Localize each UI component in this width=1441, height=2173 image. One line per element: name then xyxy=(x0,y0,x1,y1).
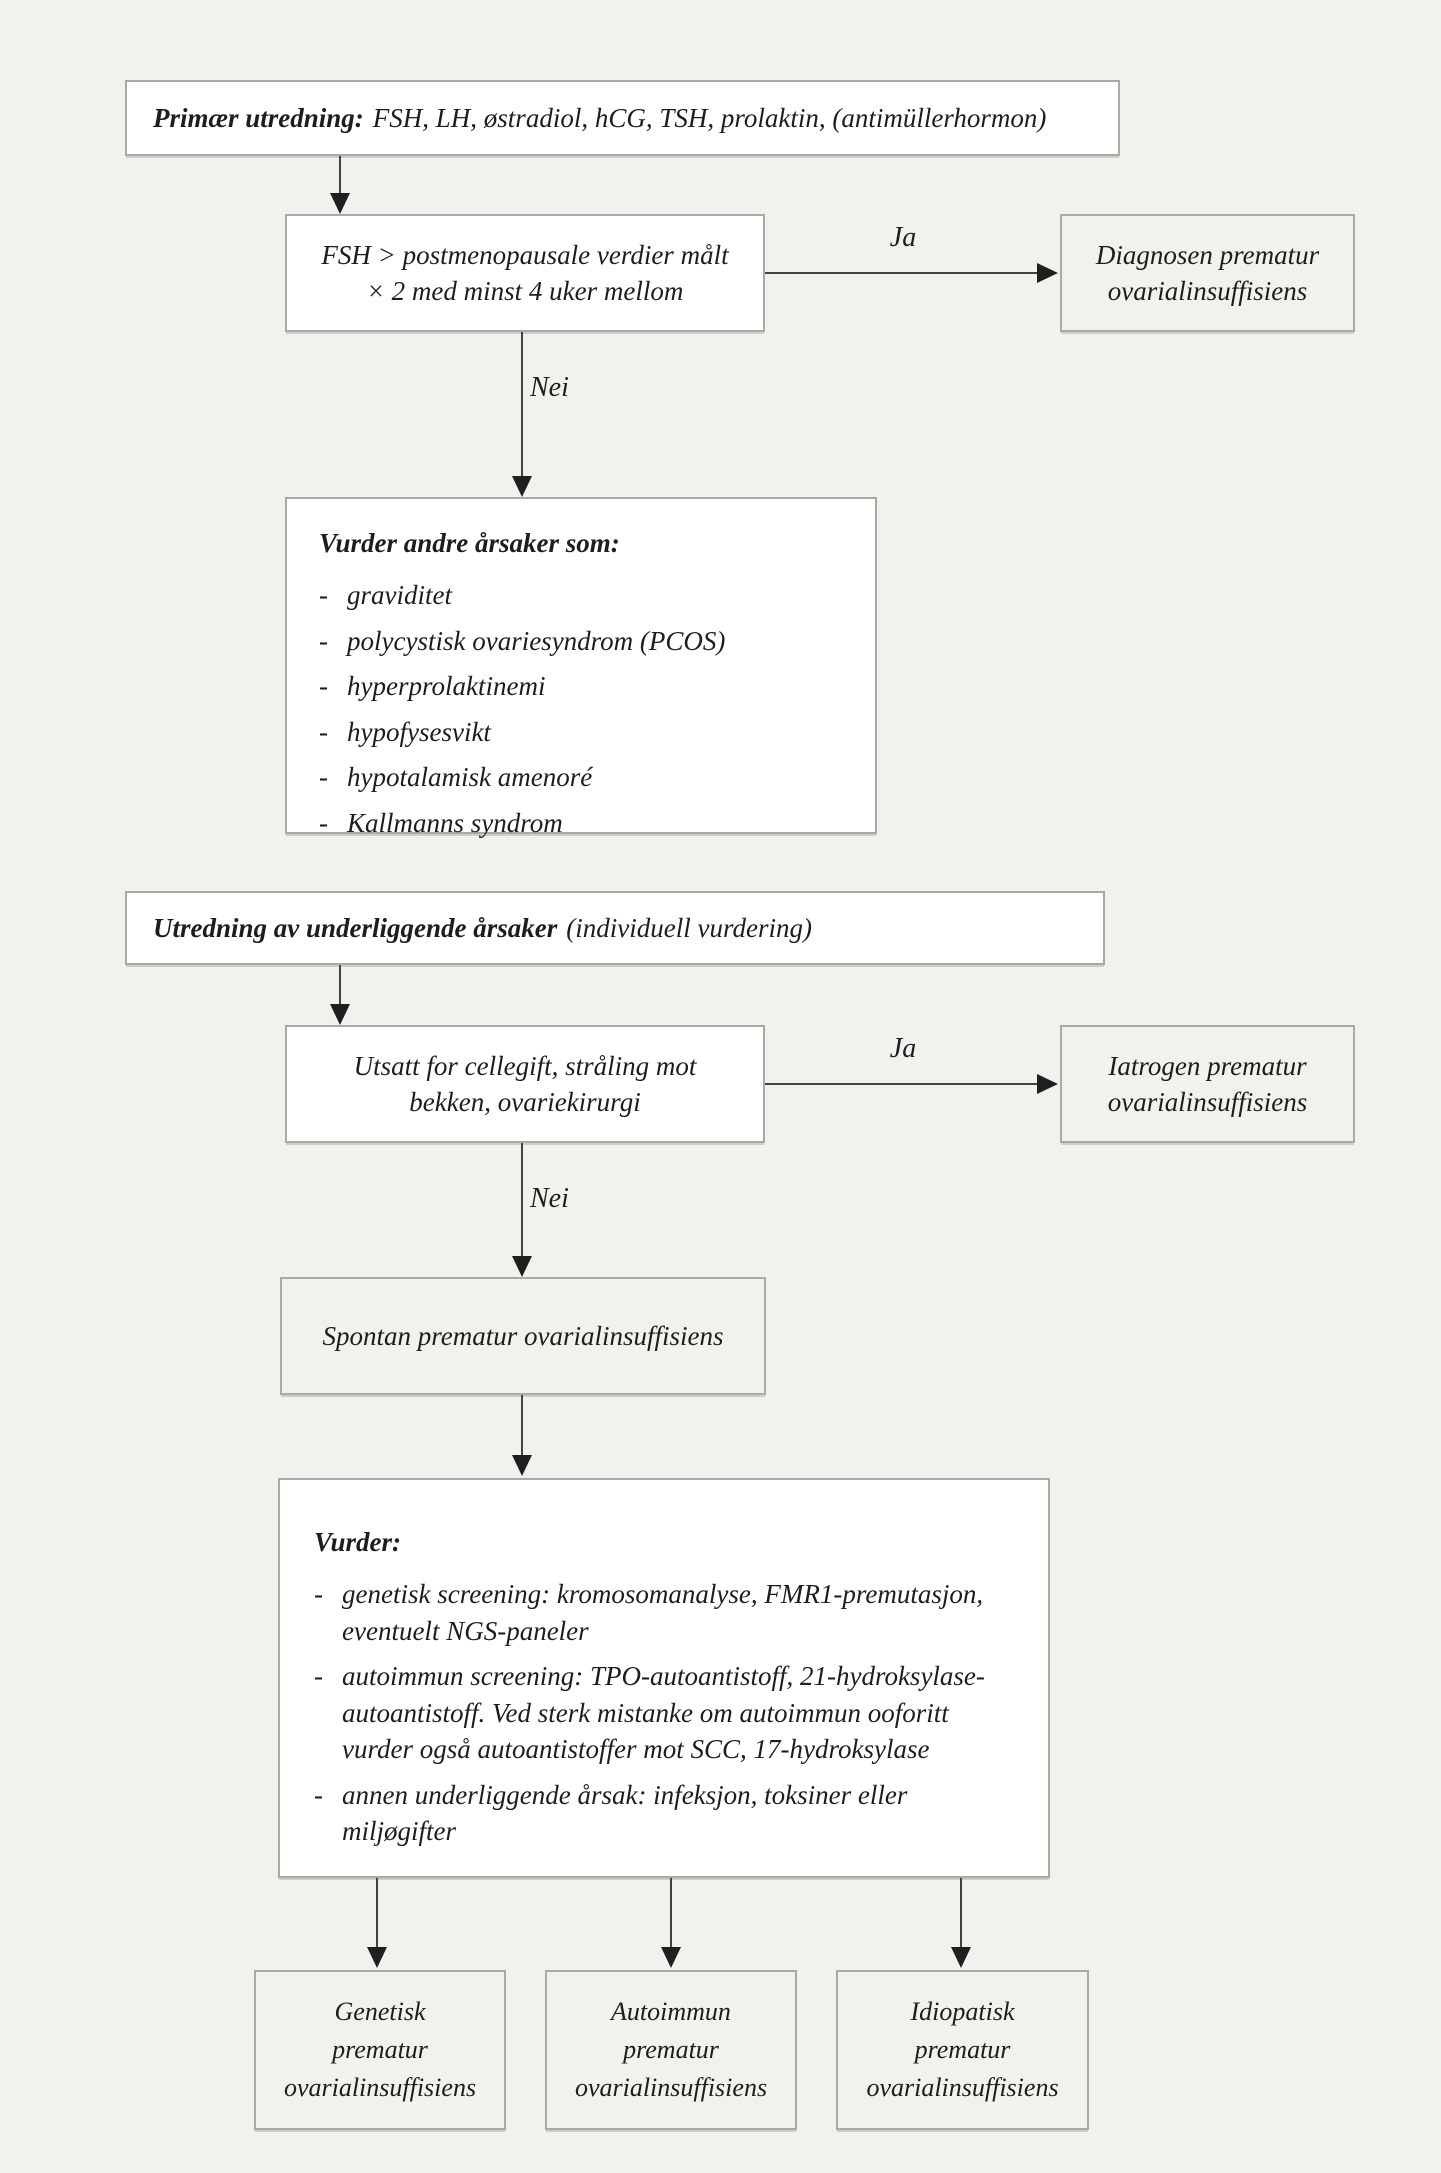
workup-genetic-screening: genetisk screening: kromosomanalyse, FMR1-premutasjon, eventuelt NGS-paneler xyxy=(342,1579,984,1646)
arrowhead-down-icon xyxy=(367,1947,387,1968)
workup-considerations-box xyxy=(278,1478,1050,1878)
arrowhead-down-icon xyxy=(512,1256,532,1277)
arrowhead-down-icon xyxy=(330,193,350,214)
dash-marker: - xyxy=(319,807,328,838)
dash-marker: - xyxy=(319,716,328,747)
genetic-line1: Genetisk xyxy=(334,1997,426,2027)
genetic-poi-box xyxy=(254,1970,506,2130)
primary-workup-title: Primær utredning: xyxy=(153,102,364,133)
fsh-decision-line1: FSH > postmenopausale verdier målt xyxy=(321,239,729,270)
workup-heading: Vurder: xyxy=(314,1527,402,1557)
dash-marker: - xyxy=(314,1661,323,1692)
underlying-causes-note: (individuell vurdering) xyxy=(566,912,812,943)
dash-marker: - xyxy=(319,580,328,611)
diagnosis-poi-box xyxy=(1060,214,1355,332)
idiopathic-line1: Idiopatisk xyxy=(910,1997,1015,2027)
cause-kallmanns: Kallmanns syndrom xyxy=(347,807,563,838)
genetic-line2: prematur xyxy=(332,2035,428,2065)
list-item xyxy=(319,577,845,613)
list-item xyxy=(319,623,845,659)
iatrogenic-line2: ovarialinsuffisiens xyxy=(1107,1087,1308,1117)
iatrogenic-line1: Iatrogen prematur xyxy=(1108,1050,1307,1081)
idiopathic-poi-box xyxy=(836,1970,1089,2130)
underlying-causes-box xyxy=(125,891,1105,965)
list-item xyxy=(314,1658,1020,1767)
arrowhead-right-icon xyxy=(1037,1074,1058,1094)
fsh-decision-box xyxy=(285,214,765,332)
cause-hyperprolaktinemi: hyperprolaktinemi xyxy=(347,671,546,702)
dash-marker: - xyxy=(319,671,328,702)
other-causes-heading: Vurder andre årsaker som: xyxy=(319,528,620,558)
underlying-causes-title: Utredning av underliggende årsaker xyxy=(153,912,558,943)
cause-hypotalamisk-amenore: hypotalamisk amenoré xyxy=(347,762,593,793)
iatrogenic-exposure-box xyxy=(285,1025,765,1143)
connector-exposure-to-iatrogenic xyxy=(765,1083,1037,1085)
dash-marker: - xyxy=(319,625,328,656)
dash-marker: - xyxy=(314,1779,323,1810)
exposure-line1: Utsatt for cellegift, stråling mot xyxy=(353,1050,697,1081)
connector-underlying-to-exposure xyxy=(339,965,341,1005)
connector-workup-to-genetic xyxy=(376,1878,378,1948)
autoimmune-line2: prematur xyxy=(623,2035,719,2065)
connector-spontaneous-to-workup xyxy=(521,1395,523,1456)
list-item xyxy=(319,759,845,795)
idiopathic-line3: ovarialinsuffisiens xyxy=(866,2072,1059,2102)
dash-marker: - xyxy=(314,1579,323,1610)
arrowhead-down-icon xyxy=(951,1947,971,1968)
list-item xyxy=(314,1777,1020,1850)
arrowhead-down-icon xyxy=(661,1947,681,1968)
connector-primary-to-fsh xyxy=(339,156,341,194)
connector-fsh-to-causes xyxy=(521,332,523,477)
connector-exposure-to-spontaneous xyxy=(521,1143,523,1257)
autoimmune-line3: ovarialinsuffisiens xyxy=(574,2072,768,2102)
dash-marker: - xyxy=(319,762,328,793)
nei-label-fsh: Nei xyxy=(530,372,569,403)
other-causes-box xyxy=(285,497,877,838)
list-item xyxy=(319,805,845,841)
cause-graviditet: graviditet xyxy=(347,580,452,611)
arrowhead-down-icon xyxy=(512,1455,532,1476)
idiopathic-line2: prematur xyxy=(914,2035,1011,2065)
workup-autoimmune-screening: autoimmun screening: TPO-autoantistoff, 21-hydroksylase-autoantistoff. Ved sterk mistanke om autoimmun ooforitt vurder også autoantistoffer mot SCC, 17-hydroksylase xyxy=(342,1661,985,1765)
spontaneous-text: Spontan prematur ovarialinsuffisiens xyxy=(322,1320,724,1351)
cause-hypofysesvikt: hypofysesvikt xyxy=(347,716,491,747)
arrowhead-down-icon xyxy=(512,476,532,497)
workup-other-causes: annen underliggende årsak: infeksjon, toksiner eller miljøgifter xyxy=(342,1779,908,1847)
exposure-line2: bekken, ovariekirurgi xyxy=(409,1087,641,1117)
iatrogenic-poi-box xyxy=(1060,1025,1355,1143)
connector-workup-to-autoimmune xyxy=(670,1878,672,1948)
arrowhead-right-icon xyxy=(1037,263,1058,283)
nei-label-exposure: Nei xyxy=(530,1183,569,1214)
genetic-line3: ovarialinsuffisiens xyxy=(283,2072,477,2102)
diagnosis-line1: Diagnosen prematur xyxy=(1095,239,1320,270)
autoimmune-line1: Autoimmun xyxy=(611,1997,731,2027)
fsh-decision-line2: × 2 med minst 4 uker mellom xyxy=(366,276,684,306)
primary-workup-tests: FSH, LH, østradiol, hCG, TSH, prolaktin, (antimüllerhormon) xyxy=(372,102,1047,133)
diagnosis-line2: ovarialinsuffisiens xyxy=(1107,276,1308,306)
autoimmune-poi-box xyxy=(545,1970,797,2130)
list-item xyxy=(319,668,845,704)
ja-label-exposure: Ja xyxy=(889,1033,917,1064)
primary-workup-box xyxy=(125,80,1120,156)
list-item xyxy=(314,1576,1020,1649)
arrowhead-down-icon xyxy=(330,1004,350,1025)
spontaneous-poi-box xyxy=(280,1277,766,1395)
ja-label-fsh: Ja xyxy=(889,222,917,253)
list-item xyxy=(319,714,845,750)
connector-fsh-to-diagnosis xyxy=(765,272,1037,274)
cause-pcos: polycystisk ovariesyndrom (PCOS) xyxy=(347,625,726,656)
connector-workup-to-idiopathic xyxy=(960,1878,962,1948)
